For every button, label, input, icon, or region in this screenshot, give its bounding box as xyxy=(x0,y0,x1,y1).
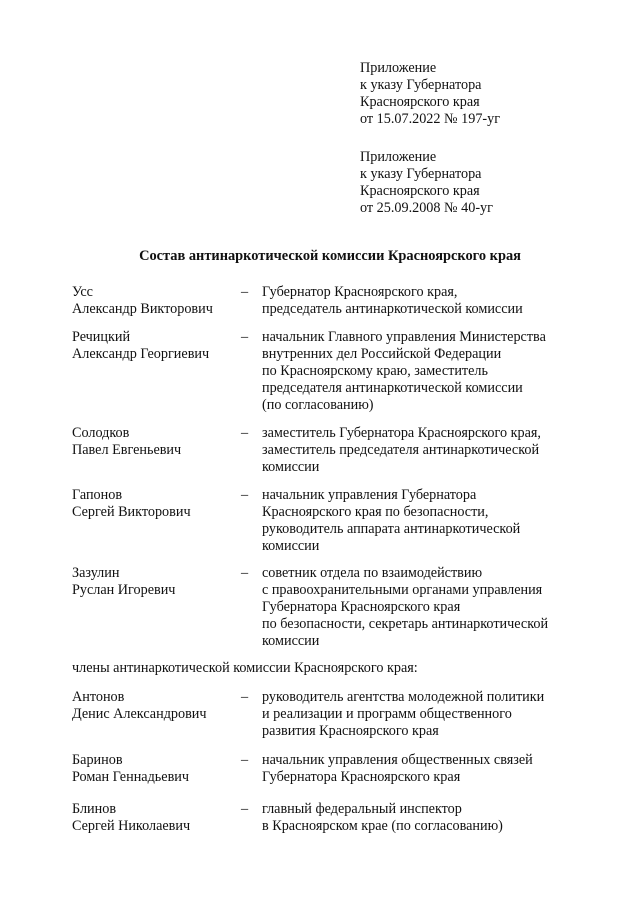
role-description xyxy=(262,487,592,555)
appendix-line: Красноярского края xyxy=(360,183,480,199)
appendix-line: Приложение xyxy=(360,149,437,165)
given-name: Александр Георгиевич xyxy=(72,346,210,362)
dash-separator: – xyxy=(241,284,249,300)
role-line: по безопасности, секретарь антинаркотической xyxy=(262,616,549,632)
person-name xyxy=(72,329,232,363)
role-line: Красноярского края по безопасности, xyxy=(262,504,489,520)
surname: Речицкий xyxy=(72,329,131,345)
appendix-current-block xyxy=(360,60,620,128)
role-description xyxy=(262,801,592,835)
role-line: развития Красноярского края xyxy=(262,723,439,739)
role-line: начальник управления общественных связей xyxy=(262,752,533,768)
given-name: Денис Александрович xyxy=(72,706,207,722)
role-line: с правоохранительными органами управления xyxy=(262,582,543,598)
person-name xyxy=(72,752,232,786)
role-description xyxy=(262,689,592,740)
surname: Антонов xyxy=(72,689,125,705)
dash-separator: – xyxy=(241,329,249,345)
role-line: комиссии xyxy=(262,538,320,554)
appendix-line: Приложение xyxy=(360,60,437,76)
given-name: Сергей Викторович xyxy=(72,504,191,520)
given-name: Павел Евгеньевич xyxy=(72,442,182,458)
person-name xyxy=(72,487,232,521)
role-description xyxy=(262,329,592,414)
role-description xyxy=(262,752,592,786)
appendix-line: от 25.09.2008 № 40-уг xyxy=(360,200,493,216)
surname: Гапонов xyxy=(72,487,123,503)
given-name: Руслан Игоревич xyxy=(72,582,176,598)
role-line: (по согласованию) xyxy=(262,397,374,413)
role-line: руководитель аппарата антинаркотической xyxy=(262,521,521,537)
dash-separator: – xyxy=(241,425,249,441)
person-name xyxy=(72,284,232,318)
person-name xyxy=(72,425,232,459)
dash-separator: – xyxy=(241,487,249,503)
role-line: по Красноярскому краю, заместитель xyxy=(262,363,488,379)
dash-separator: – xyxy=(241,752,249,768)
dash-separator: – xyxy=(241,801,249,817)
person-name xyxy=(72,801,232,835)
role-line: заместитель председателя антинаркотической xyxy=(262,442,540,458)
surname: Зазулин xyxy=(72,565,120,581)
role-line: председателя антинаркотической комиссии xyxy=(262,380,523,396)
appendix-line: от 15.07.2022 № 197-уг xyxy=(360,111,501,127)
role-line: Губернатора Красноярского края xyxy=(262,769,461,785)
role-line: комиссии xyxy=(262,459,320,475)
surname: Солодков xyxy=(72,425,130,441)
role-line: заместитель Губернатора Красноярского края, xyxy=(262,425,541,441)
appendix-original-block xyxy=(360,149,620,217)
role-line: начальник Главного управления Министерства xyxy=(262,329,546,345)
surname: Баринов xyxy=(72,752,123,768)
members-section-label: члены антинаркотической комиссии Красноярского края: xyxy=(72,660,418,676)
role-line: председатель антинаркотической комиссии xyxy=(262,301,523,317)
role-description xyxy=(262,425,592,476)
dash-separator: – xyxy=(241,565,249,581)
role-description xyxy=(262,565,592,650)
appendix-line: Красноярского края xyxy=(360,94,480,110)
given-name: Роман Геннадьевич xyxy=(72,769,189,785)
role-line: Губернатор Красноярского края, xyxy=(262,284,458,300)
role-line: комиссии xyxy=(262,633,320,649)
document-title: Состав антинаркотической комиссии Красноярского края xyxy=(139,248,521,264)
appendix-line: к указу Губернатора xyxy=(360,166,482,182)
role-description xyxy=(262,284,592,318)
role-line: в Красноярском крае (по согласованию) xyxy=(262,818,503,834)
surname: Усс xyxy=(72,284,93,300)
dash-separator: – xyxy=(241,689,249,705)
role-line: руководитель агентства молодежной политики xyxy=(262,689,545,705)
person-name xyxy=(72,689,232,723)
given-name: Сергей Николаевич xyxy=(72,818,191,834)
given-name: Александр Викторович xyxy=(72,301,213,317)
appendix-line: к указу Губернатора xyxy=(360,77,482,93)
role-line: главный федеральный инспектор xyxy=(262,801,462,817)
surname: Блинов xyxy=(72,801,117,817)
role-line: Губернатора Красноярского края xyxy=(262,599,461,615)
person-name xyxy=(72,565,232,599)
role-line: советник отдела по взаимодействию xyxy=(262,565,483,581)
role-line: и реализации и программ общественного xyxy=(262,706,512,722)
role-line: внутренних дел Российской Федерации xyxy=(262,346,502,362)
role-line: начальник управления Губернатора xyxy=(262,487,477,503)
